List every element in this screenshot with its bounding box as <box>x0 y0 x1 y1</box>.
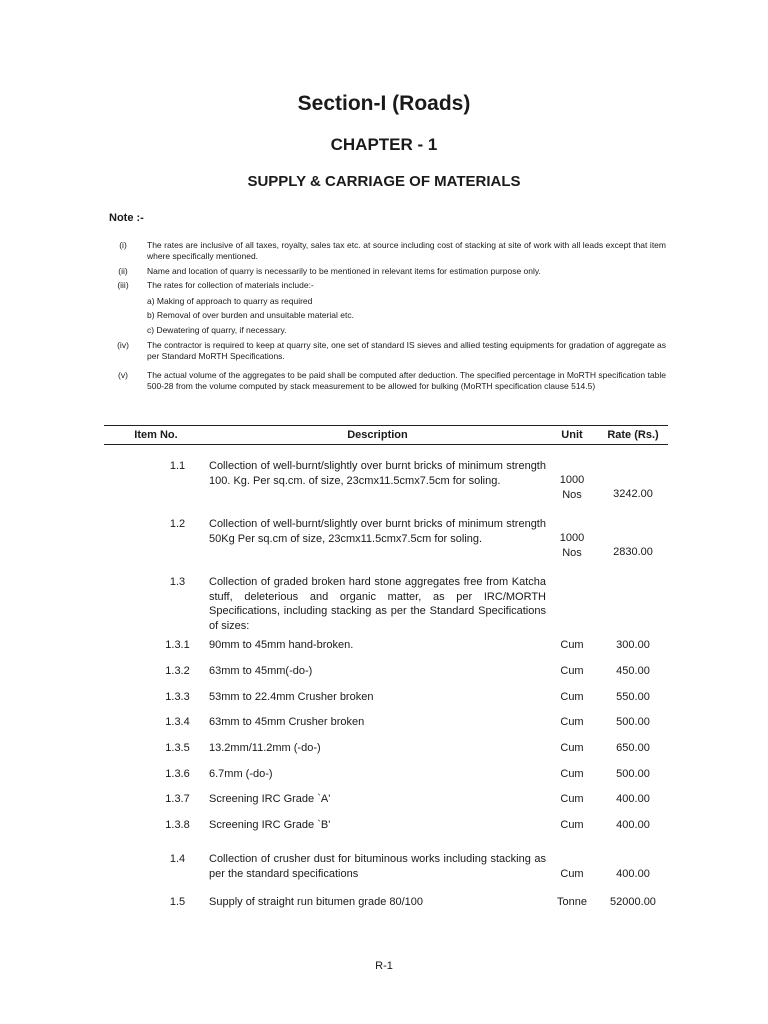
item-unit: Cum <box>560 768 584 780</box>
chapter-title: CHAPTER - 1 <box>330 135 438 154</box>
item-number: 1.3.7 <box>165 793 190 805</box>
note-number: (v) <box>118 370 128 380</box>
item-description: 53mm to 22.4mm Crusher broken <box>209 691 374 703</box>
chapter-subtitle: SUPPLY & CARRIAGE OF MATERIALS <box>247 173 521 190</box>
item-unit: Cum <box>560 665 584 677</box>
item-description: Screening IRC Grade `A' <box>209 793 331 805</box>
item-unit: 1000 Nos <box>559 474 585 501</box>
item-description: 63mm to 45mm Crusher broken <box>209 716 365 728</box>
item-rate: 400.00 <box>616 868 650 880</box>
column-header-item: Item No. <box>134 429 178 441</box>
item-number: 1.3 <box>169 576 186 588</box>
item-description: Screening IRC Grade `B' <box>209 819 331 831</box>
item-description: Collection of crusher dust for bituminous works including stacking as per the standard specifications <box>209 853 546 880</box>
page-number: R-1 <box>375 960 393 972</box>
item-rate: 450.00 <box>616 665 650 677</box>
item-unit: 1000 Nos <box>559 532 585 559</box>
note-text: The rates are inclusive of all taxes, royalty, sales tax etc. at source including cost of stacking at site of work with all leads except that item where specifically mentioned. <box>147 240 666 261</box>
item-rate: 52000.00 <box>610 896 656 908</box>
item-rate: 500.00 <box>616 768 650 780</box>
item-number: 1.3.8 <box>165 819 190 831</box>
note-heading: Note :- <box>109 212 144 224</box>
item-rate: 550.00 <box>616 691 650 703</box>
item-unit: Cum <box>560 716 584 728</box>
item-number: 1.2 <box>169 518 186 530</box>
item-number: 1.3.1 <box>165 639 190 651</box>
item-rate: 400.00 <box>616 793 650 805</box>
item-rate: 300.00 <box>616 639 650 651</box>
column-header-rate: Rate (Rs.) <box>607 429 659 441</box>
item-number: 1.1 <box>169 460 186 472</box>
note-number: (iv) <box>117 340 129 350</box>
item-unit: Cum <box>560 691 584 703</box>
note-text: The contractor is required to keep at quarry site, one set of standard IS sieves and allied testing equipments for gradation of aggregate as per Standard MoRTH Specifications. <box>147 340 666 361</box>
column-header-unit: Unit <box>561 429 583 441</box>
note-subitem: b) Removal of over burden and unsuitable material etc. <box>147 310 354 320</box>
item-unit: Cum <box>560 639 584 651</box>
item-unit: Cum <box>560 742 584 754</box>
item-rate: 650.00 <box>616 742 650 754</box>
item-number: 1.3.4 <box>165 716 190 728</box>
table-top-rule <box>104 425 668 426</box>
item-unit: Cum <box>560 868 584 880</box>
item-description: 13.2mm/11.2mm (-do-) <box>209 742 321 754</box>
note-text: Name and location of quarry is necessarily to be mentioned in relevant items for estimation purpose only. <box>147 266 541 276</box>
item-description: Collection of well-burnt/slightly over burnt bricks of minimum strength 50Kg Per sq.cm of size, 23cmx11.5cmx7.5cm for soling. <box>209 518 546 545</box>
note-number: (iii) <box>117 280 129 290</box>
table-header-rule <box>104 444 668 445</box>
item-number: 1.3.2 <box>165 665 190 677</box>
note-subitem: c) Dewatering of quarry, if necessary. <box>147 325 287 335</box>
item-rate: 400.00 <box>616 819 650 831</box>
item-description: 90mm to 45mm hand-broken. <box>209 639 354 651</box>
note-number: (ii) <box>118 266 128 276</box>
item-unit: Cum <box>560 819 584 831</box>
item-rate: 2830.00 <box>613 546 653 558</box>
item-unit: Cum <box>560 793 584 805</box>
item-description: 6.7mm (-do-) <box>209 768 273 780</box>
note-subitem: a) Making of approach to quarry as required <box>147 296 313 306</box>
column-header-description: Description <box>347 429 408 441</box>
item-description: Supply of straight run bitumen grade 80/100 <box>209 896 424 908</box>
item-unit: Tonne <box>557 896 587 908</box>
item-description: 63mm to 45mm(-do-) <box>209 665 313 677</box>
item-number: 1.4 <box>169 853 186 865</box>
item-rate: 500.00 <box>616 716 650 728</box>
note-text: The rates for collection of materials include:- <box>147 280 314 290</box>
item-description: Collection of well-burnt/slightly over burnt bricks of minimum strength 100. Kg. Per sq.cm. of size, 23cmx11.5cmx7.5cm for soling. <box>209 460 546 487</box>
item-number: 1.3.3 <box>165 691 190 703</box>
item-number: 1.3.5 <box>165 742 190 754</box>
item-rate: 3242.00 <box>613 488 653 500</box>
item-number: 1.3.6 <box>165 768 190 780</box>
item-number: 1.5 <box>169 896 186 908</box>
section-title: Section-I (Roads) <box>297 92 471 115</box>
note-number: (i) <box>119 240 127 250</box>
item-description: Collection of graded broken hard stone aggregates free from Katcha stuff, deleterious and organic matter, as per IRC/MORTH Specifications, including stacking as per the Standard Specifications of sizes: <box>209 576 546 632</box>
note-text: The actual volume of the aggregates to be paid shall be computed after deduction. The specified percentage in MoRTH specification table 500-28 from the volume computed by stack measurement to be allowed for bulking (MoRTH specification clause 514.5) <box>147 370 666 391</box>
